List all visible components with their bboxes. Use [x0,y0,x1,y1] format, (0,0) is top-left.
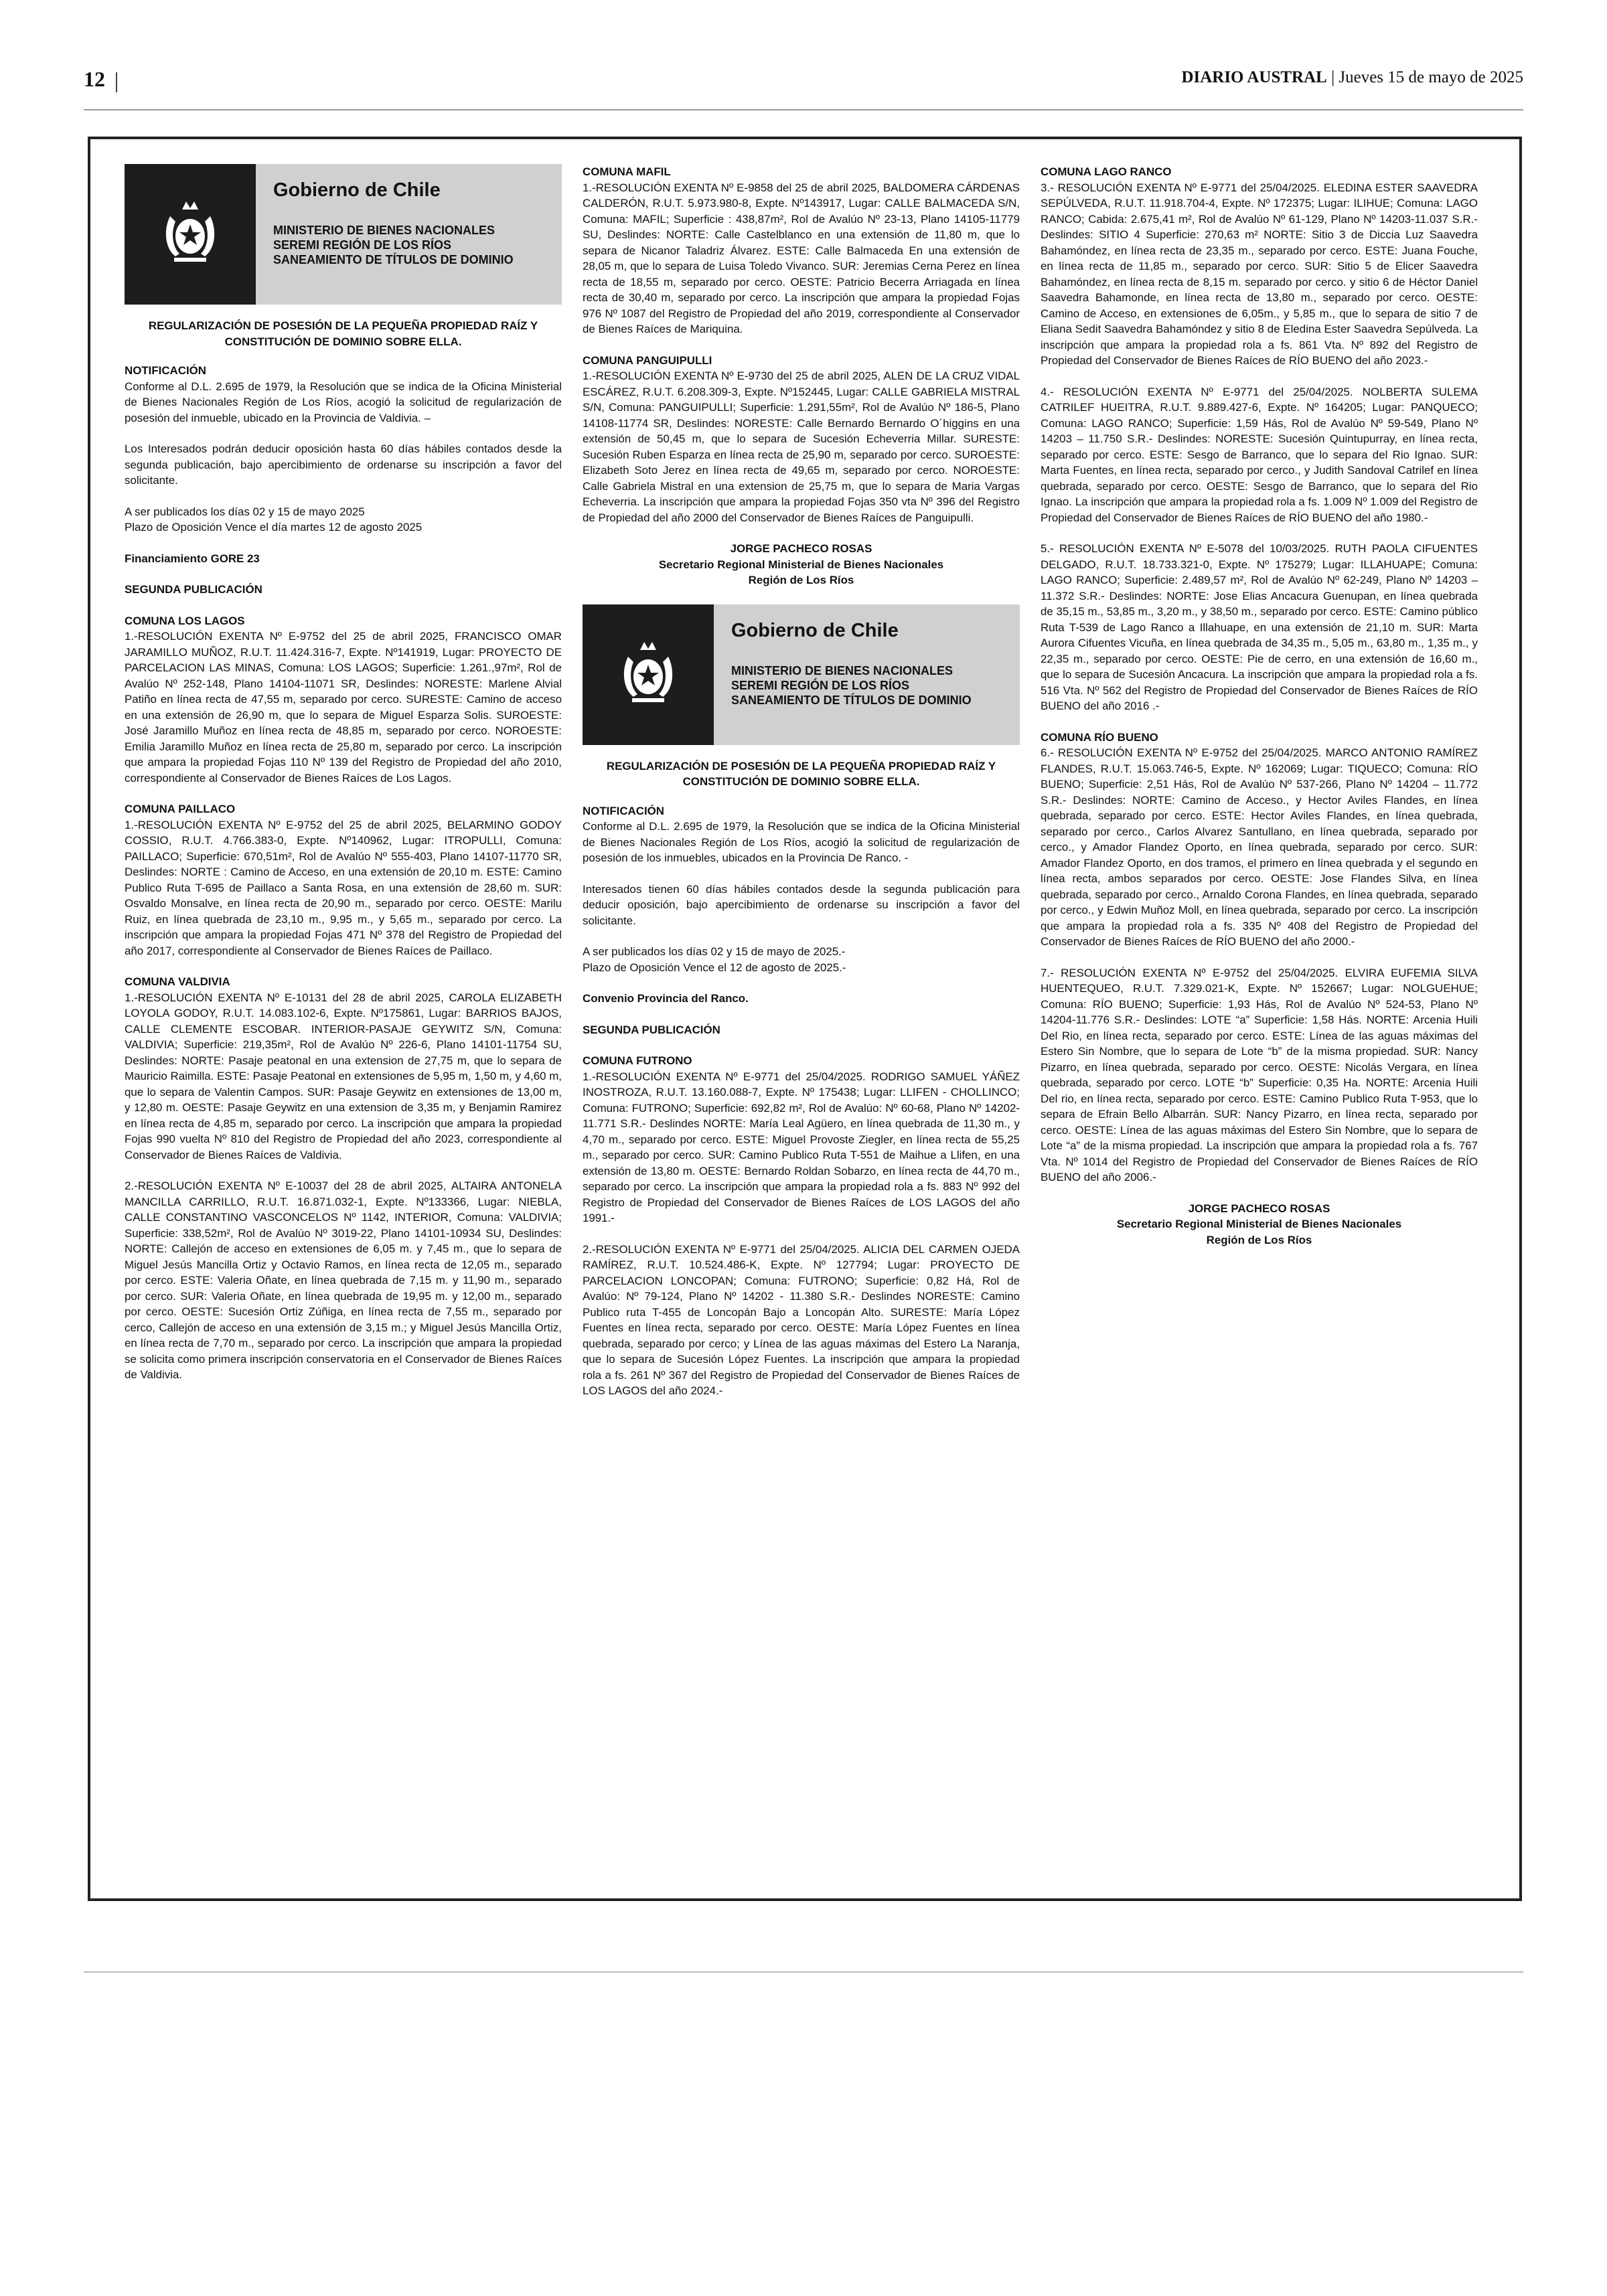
comuna-heading: COMUNA PANGUIPULLI [583,353,712,367]
footer-divider [84,1971,1523,1973]
notification-label: NOTIFICACIÓN [583,804,664,817]
comuna-heading: COMUNA FUTRONO [583,1054,692,1067]
page-number: 12 [84,67,105,91]
gov-logo-box [125,164,562,305]
publication-dates: A ser publicados los días 02 y 15 de mayo 2025 [125,505,365,518]
opposition-text: Los Interesados podrán deducir oposición hasta 60 días hábiles contados desde la segunda publicación, bajo apercibimiento de ordenarse su inscripción a favor del solicitante. [125,442,562,487]
second-publication-label: SEGUNDA PUBLICACIÓN [583,1023,720,1036]
resolution-entry: 6.- RESOLUCIÓN EXENTA Nº E-9752 del 25/04/2025. MARCO ANTONIO RAMÍREZ FLANDES, R.U.T. 15.063.746-5, Expte. Nº 162069; Lugar: TIQUECO; Comuna: RÍO BUENO; Superficie: 2,51 Hás, Rol de Avalúo Nº 537-266, Plano Nº 14204 – 11.772 S.R.- Deslindes: NORTE: Camino de Acceso., y Hector Aviles Flandes, en línea quebrada, separado por cerco. ESTE: Hector Aviles Flandes, en línea quebrada, separado por cerco., Carlos Alvarez Santullano, en línea quebrada, separado por cerco., y Amador Flandez Oporto, en línea quebrada, separado por cerco. SUR: Amador Flandez Oporto, en dos tramos, el primero en línea quebrada y el segundo en línea recta, ambos separados por cerco. OESTE: Jose Flandes Silva, en línea quebrada, separado por cerco., Arnaldo Corona Flandes, en línea quebrada, separado por cerco., y Edwin Muñoz Moll, en línea quebrada, separado por cerco. La inscripción que ampara la propiedad rola a fs. 335 Nº 408 del Registro de Propiedad del Conservador de Bienes Raíces de RÍO BUENO del año 2000.- [1041,746,1478,948]
gov-title: Gobierno de Chile [731,619,899,641]
second-publication-label: SEGUNDA PUBLICACIÓN [125,583,262,596]
resolution-entry: 1.-RESOLUCIÓN EXENTA Nº E-10131 del 28 de abril 2025, CAROLA ELIZABETH LOYOLA GODOY, R.U.T. 14.083.102-6, Expte. Nº175861, Lugar: BARRIOS BAJOS, CALLE CLEMENTE ESCOBAR. INTERIOR-PASAJE GEYWITZ S/N, Comuna: VALDIVIA; Superficie: 219,35m², Rol de Avalúo Nº 226-6, Plano 14101-11754 SU, Deslindes: NORTE: Pasaje peatonal en una extension de 27,75 m, que lo separa de Mauricio Raimilla. ESTE: Pasaje Peatonal en extensiones de 5,95 m, 1,50 m, y 4,60 m, que lo separa de Valentin Campos. SUR: Pasaje Geywitz en extensiones de 13,00 m, y 12,80 m. OESTE: Pasaje Geywitz en una extension de 3,35 m, y Benjamin Ramirez en línea recta de 4,85 m, separado por cerco. La inscripción que ampara la propiedad Fojas 990 vuelta Nº 810 del Registro de Propiedad del año 2023, correspondiente al Conservador de Bienes Raíces de Valdivia. [125,991,562,1161]
opposition-deadline: Plazo de Oposición Vence el 12 de agosto de 2025.- [583,961,846,974]
signature-name: JORGE PACHECO ROSAS [1188,1202,1330,1215]
gov-line-ministry: MINISTERIO DE BIENES NACIONALES [273,224,495,237]
publication-dates: A ser publicados los días 02 y 15 de mayo de 2025.- [583,945,846,958]
page-header [84,67,1523,107]
page-number-divider [116,72,117,92]
comuna-heading: COMUNA MAFIL [583,165,671,178]
comuna-heading: COMUNA LAGO RANCO [1041,165,1172,178]
notification-text: Conforme al D.L. 2.695 de 1979, la Resolución que se indica de la Oficina Ministerial de Bienes Nacionales Región de Los Ríos, acogió la solicitud de regularización de posesión del inmueble, ubicado en la Provincia de Valdivia. – [125,380,562,424]
gov-text-panel [256,164,562,305]
resolution-entry: 2.-RESOLUCIÓN EXENTA Nº E-9771 del 25/04/2025. ALICIA DEL CARMEN OJEDA RAMÍREZ, R.U.T. 10.524.486-K, Expte. Nº 127794; Lugar: PROYECTO DE PARCELACION LONCOPAN; Comuna: FUTRONO; Superficie: 0,82 Há, Rol de Avalúo: Nº 79-124, Plano Nº 14202 - 11.380 S.R.- Deslindes NORESTE: Camino Publico ruta T-455 de Loncopán Bajo a Loncopán Alto. SURESTE: María López Fuentes en línea recta, separado por cerco. OESTE: María López Fuentes en línea quebrada, separado por cerco; y Línea de las aguas máximas del Estero La Naranja, que lo separa de Sucesión López Fuentes. La inscripción que ampara la propiedad rola a fs. 261 Nº 367 del Registro de Propiedad del Conservador de Bienes Raíces de LOS LAGOS del año 2024.- [583,1242,1020,1397]
gov-line-ministry: MINISTERIO DE BIENES NACIONALES [731,663,953,677]
issue-date: | Jueves 15 de mayo de 2025 [1331,68,1523,86]
signature-region: Región de Los Ríos [748,574,854,586]
comuna-heading: COMUNA LOS LAGOS [125,614,245,627]
opposition-text: Interesados tienen 60 días hábiles contados desde la segunda publicación para deducir oposición, bajo apercibimiento de ordenarse su inscripción a favor del solicitante. [583,882,1020,927]
gov-ministry-lines [273,223,514,267]
gov-logo-box [583,604,1020,745]
comuna-heading: COMUNA PAILLACO [125,803,236,815]
resolution-entry: 1.-RESOLUCIÓN EXENTA Nº E-9752 del 25 de abril 2025, BELARMINO GODOY COSSIO, R.U.T. 4.766.383-0, Expte. Nº140962, Lugar: ITROPULLI, Comuna: PAILLACO; Superficie: 670,51m², Rol de Avalúo Nº 555-403, Plano 14107-11770 SR, Deslindes: NORTE : Camino de Acceso, en una extensión de 20,10 m. ESTE: Camino Publico Ruta T-695 de Paillaco a Santa Rosa, en una extensión de 28,60 m. SUR: Osvaldo Monsalve, en línea recta de 20,90 m., separado por cerco. OESTE: Marilu Ruiz, en línea quebrada de 23,10 m., 9,95 m., y 5,65 m., separado por cerco. La inscripción que ampara la propiedad Fojas 471 Nº 378 del Registro de Propiedad del año 2017, correspondiente al Conservador de Bienes Raíces de Paillaco. [125,818,562,957]
resolution-entry: 1.-RESOLUCIÓN EXENTA Nº E-9730 del 25 de abril 2025, ALEN DE LA CRUZ VIDAL ESCÁREZ, R.U.T. 6.208.309-3, Expte. Nº152445, Lugar: CALLE GABRIELA MISTRAL S/N, Comuna: PANGUIPULLI; Superficie: 1.291,55m², Rol de Avalúo Nº 186-5, Plano 14108-11774 SR, Deslindes: NORESTE: Calle Bernardo Bernardo O´higgins en una extensión de 50,45 m, que lo separa de Sucesión Echeverria Millar. SURESTE: Sucesión Ruben Esparza en línea recta de 25,90 m, separado por cerco. SUROESTE: Elizabeth Soto Jerez en línea recta de 49,65 m, separado por cerco. NOROESTE: Calle Gabriela Mistral en una extension de 25,75 m, que lo separa de Maria Vargas Echeverria. La inscripción que ampara la propiedad Fojas 350 vta Nº 396 del Registro de Propiedad del año 2000 del Conservador de Bienes Raíces de Panguipulli. [583,370,1020,524]
notification-label: NOTIFICACIÓN [125,364,206,377]
signature-title: Secretario Regional Ministerial de Bienes Nacionales [1116,1218,1402,1230]
resolution-entry: 1.-RESOLUCIÓN EXENTA Nº E-9752 del 25 de abril 2025, FRANCISCO OMAR JARAMILLO MUÑOZ, R.U.T. 11.424.316-7, Expte. Nº141919, Lugar: PROYECTO DE PARCELACION LAS MINAS, Comuna: LOS LAGOS; Superficie: 1.261.,97m², Rol de Avalúo Nº 252-148, Plano 14104-11071 SR, Deslindes: NORESTE: Marlene Alvial Patiño en línea recta de 47,55 m, separado por cerco. SURESTE: Camino de acceso en una extensión de 26,90 m, que lo separa de Miguel Esparza Solis. SUROESTE: José Jaramillo Muñoz en línea recta de 48,85 m, separado por cerco. NOROESTE: Emilia Jaramillo Muñoz en línea recta de 25,80 m, separado por cerco. La inscripción que ampara la propiedad Fojas 110 Nº 139 del Registro de Propiedad del año 2010, correspondiente al Conservador de Bienes Raíces de Los Lagos. [125,630,562,785]
resolution-entry: 4.- RESOLUCIÓN EXENTA Nº E-9771 del 25/04/2025. NOLBERTA SULEMA CATRILEF HUEITRA, R.U.T. 9.889.427-6, Expte. Nº 164205; Lugar: PANQUECO; Comuna: LAGO RANCO; Superficie: 1,59 Hás, Rol de Avalúo Nº 59-549, Plano Nº 14203 – 11.750 S.R.- Deslindes: NORESTE: Sucesión Quintupurray, en línea recta, separado por cerco. ESTE: Sesgo de Barranco, que lo separa del Rio Ignao. SUR: Marta Fuentes, en línea recta, separado por cerco., y Judith Sandoval Catrilef en línea quebrada, separado por cerco. OESTE: Sesgo de Barranco, que lo separa del Rio Ignao. La inscripción que ampara la propiedad rola a fs. 1.009 Nº 1.009 del Registro de Propiedad del Conservador de Bienes Raíces de RÍO BUENO del año 1980.- [1041,385,1478,524]
convenio-label: Convenio Provincia del Ranco. [583,992,749,1005]
gov-emblem-panel [583,604,714,745]
column-3 [1041,164,1478,1248]
gov-line-seremi: SEREMI REGIÓN DE LOS RÍOS [731,678,910,692]
resolution-entry: 7.- RESOLUCIÓN EXENTA Nº E-9752 del 25/04/2025. ELVIRA EUFEMIA SILVA HUENTEQUEO, R.U.T. 7.329.021-K, Expte. Nº 152667; Lugar: NOLGUEHUE; Comuna: RÍO BUENO; Superficie: 1,93 Hás, Rol de Avalúo Nº 524-53, Plano Nº 14204-11.776 S.R.- Deslindes: LOTE “a” Superficie: 1,58 Hás. NORTE: Arcenia Huili Del Rio, en línea recta, separado por cerco. ESTE: Línea de las aguas máximas del Estero Sin Nombre, que lo separa de Lote “b” de la misma propiedad. SUR: Nancy Pizarro, en línea quebrada, separado por cerco. OESTE: Nicolás Vergara, en línea quebrada, separado por cerco. LOTE “b” Superficie: 0,35 Ha. NORTE: Arcenia Huili Del rio, en línea recta, separado por cerco. ESTE: Camino Publico Ruta T-953, que lo separa de Efrain Bello Albarrán. SUR: Nancy Pizarro, en línea recta, separado por cerco. OESTE: Línea de las aguas máximas del Estero Sin Nombre, que lo separa de Lote “a” de la misma propiedad. La inscripción que ampara la propiedad rola a fs. 767 Vta. Nº 1014 del Registro de Propiedad del Conservador de Bienes Raíces de RÍO BUENO del año 2006.- [1041,966,1478,1183]
notice-heading: REGULARIZACIÓN DE POSESIÓN DE LA PEQUEÑA PROPIEDAD RAÍZ Y CONSTITUCIÓN DE DOMINIO SOBRE ELLA. [148,319,538,348]
gov-emblem-panel [125,164,256,305]
comuna-heading: COMUNA RÍO BUENO [1041,730,1158,744]
column-2 [583,164,1020,1414]
gov-line-saneamiento: SANEAMIENTO DE TÍTULOS DE DOMINIO [273,253,514,266]
notice-heading: REGULARIZACIÓN DE POSESIÓN DE LA PEQUEÑA PROPIEDAD RAÍZ Y CONSTITUCIÓN DE DOMINIO SOBRE ELLA. [606,759,996,788]
chile-coat-of-arms-icon [608,630,688,710]
gov-text-panel [714,604,1020,745]
column-1 [125,164,562,1398]
masthead [1181,68,1523,87]
header-divider [84,109,1523,110]
signature-region: Región de Los Ríos [1206,1233,1312,1246]
gov-line-saneamiento: SANEAMIENTO DE TÍTULOS DE DOMINIO [731,693,972,707]
notification-text: Conforme al D.L. 2.695 de 1979, la Resolución que se indica de la Oficina Ministerial de Bienes Nacionales Región de Los Ríos, acogió la solicitud de regularización de posesión de los inmuebles, ubicados en la Provincia De Ranco. - [583,820,1020,864]
chile-coat-of-arms-icon [150,189,230,270]
financing-label: Financiamiento GORE 23 [125,552,260,565]
resolution-entry: 1.-RESOLUCIÓN EXENTA Nº E-9858 del 25 de abril 2025, BALDOMERA CÁRDENAS CALDERÓN, R.U.T. 5.973.980-8, Expte. Nº143917, Lugar: CALLE BALMACEDA S/N, Comuna: MAFIL; Superficie : 438,87m², Rol de Avalúo Nº 23-13, Plano 14105-11779 SU, Deslindes: NORTE: Calle Castelblanco en una extensión de 11,80 m, que lo separa de Nicanor Taladriz Álvarez. ESTE: Calle Balmaceda En una extensión de 28,05 m, que lo separa de Luisa Toledo Vivanco. SUR: Jeremias Cerna Perez en línea recta de 18,55 m, separado por cerco. OESTE: Patricio Becerra Arriagada en línea recta de 30,40 m, separado por cerco. La inscripción que ampara la propiedad Fojas 976 Nº 1087 del Registro de Propiedad del año 2019, correspondiente al Conservador de Bienes Raíces de Mariquina. [583,181,1020,335]
gov-ministry-lines [731,663,972,708]
gov-line-seremi: SEREMI REGIÓN DE LOS RÍOS [273,238,452,252]
gov-title: Gobierno de Chile [273,179,441,201]
opposition-deadline: Plazo de Oposición Vence el día martes 12 de agosto 2025 [125,521,423,534]
resolution-entry: 1.-RESOLUCIÓN EXENTA Nº E-9771 del 25/04/2025. RODRIGO SAMUEL YÁÑEZ INOSTROZA, R.U.T. 13.160.088-7, Expte. Nº 175438; Lugar: LLIFEN - CHOLLINCO; Comuna: FUTRONO; Superficie: 692,82 m², Rol de Avalúo: Nº 60-68, Plano Nº 14202-11.771 S.R.- Deslindes NORTE: María Leal Agüero, en línea quebrada de 11,30 m., y 4,70 m., separado por cerco. ESTE: Miguel Provoste Ziegler, en línea recta de 55,25 m., separado por cerco. SUR: Camino Publico Ruta T-551 de Maihue a Llifen, en una extensión de 13,80 m. OESTE: Bernardo Roldan Sobarzo, en línea recta de 44,70 m., separado por cerco. La inscripción que ampara la propiedad rola a fs. 883 Nº 992 del Registro de Propiedad del Conservador de Bienes Raíces de LOS LAGOS del año 1991.- [583,1070,1020,1224]
resolution-entry: 5.- RESOLUCIÓN EXENTA Nº E-5078 del 10/03/2025. RUTH PAOLA CIFUENTES DELGADO, R.U.T. 18.733.321-0, Expte. Nº 175279; Lugar: ILLAHUAPE; Comuna: LAGO RANCO; Superficie: 2.489,57 m², Rol de Avalúo Nº 62-249, Plano Nº 14203 – 11.372 S.R.- Deslindes: NORTE: Jose Elias Ancacura Guenupan, en línea quebrada de 35,15 m., 53,85 m., 3,20 m., y 38,50 m., separado por cerco. ESTE: Camino público Ruta T-539 de Lago Ranco a Illahuape, en una extensión de 21,10 m. SUR: Marta Aurora Cifuentes Vicuña, en línea quebrada de 34,35 m., 5,05 m., 63,80 m., 1,35 m., y 22,35 m., separado por cerco. OESTE: Pie de cerro, en una extensión de 16,60 m., que lo separa de Sucesión Ancacura. La inscripción que ampara la propiedad rola a fs. 516 Vta. Nº 562 del Registro de Propiedad del Conservador de Bienes Raíces de RÍO BUENO del año 2016 .- [1041,542,1478,712]
resolution-entry: 2.-RESOLUCIÓN EXENTA Nº E-10037 del 28 de abril 2025, ALTAIRA ANTONELA MANCILLA CARRILLO, R.U.T. 16.871.032-1, Expte. Nº133366, Lugar: NIEBLA, CALLE CONSTANTINO VASCONCELOS Nº 1142, INTERIOR, Comuna: VALDIVIA; Superficie: 338,52m², Rol de Avalúo Nº 3019-22, Plano 14101-10934 SU, Deslindes: NORTE: Callejón de acceso en extensiones de 6,05 m. y 7,45 m., que lo separa de Miguel Jesús Mancilla Ortiz y Octavio Ramos, en línea recta de 12,05 m., separado por cerco. ESTE: Valeria Oñate, en línea quebrada de 7,15 m. y 11,90 m., separado por cerco. SUR: Valeria Oñate, en línea quebrada de 19,95 m. y 12,00 m., separado por cerco. OESTE: Sucesión Ortiz Zúñiga, en línea recta de 7,55 m., separado por cerco, Callejón de acceso en una extensión de 3,15 m.; y Miguel Jesús Mancilla Ortiz, en línea recta de 7,70 m., separado por cerco. La inscripción que ampara la propiedad se solicita como primera inscripción conservatoria en el Conservador de Bienes Raíces de Valdivia. [125,1179,562,1381]
comuna-heading: COMUNA VALDIVIA [125,975,230,988]
paper-name: DIARIO AUSTRAL [1181,68,1327,86]
signature-title: Secretario Regional Ministerial de Bienes Nacionales [658,558,944,571]
signature-name: JORGE PACHECO ROSAS [730,542,872,555]
resolution-entry: 3.- RESOLUCIÓN EXENTA Nº E-9771 del 25/04/2025. ELEDINA ESTER SAAVEDRA SEPÚLVEDA, R.U.T. 11.918.704-4, Expte. Nº 172375; Lugar: ILIHUE; Comuna: LAGO RANCO; Cabida: 2.675,41 m², Rol de Avalúo Nº 61-129, Plano Nº 14203-11.037 S.R.- Deslindes: SITIO 4 Superficie: 270,63 m² NORTE: Sitio 3 de Diccia Luz Saavedra Bahamóndez, en línea recta de 23,35 m., separado por cerco. ESTE: Juana Fouche, en línea recta de 11,85 m., separado por cerco. SUR: Sitio 5 de Elicer Saavedra Bahamóndez, en línea recta de 8,15 m. separado por cerco. y sitio 6 de Héctor Daniel Saavedra Bahamonde, en línea recta de 13,80 m., separado por cerco. OESTE: Camino de Acceso, en extensiones de 6,05m., y 5,85 m., que lo separa de sitio 7 de Eliana Sedit Saavedra Bahamóndez y sitio 8 de Eledina Ester Saavedra Sepúlveda. La inscripción que ampara la propiedad rola a fs. 861 Vta. Nº 892 del Registro de Propiedad del Conservador de Bienes Raíces de RÍO BUENO del año 2023.- [1041,181,1478,367]
